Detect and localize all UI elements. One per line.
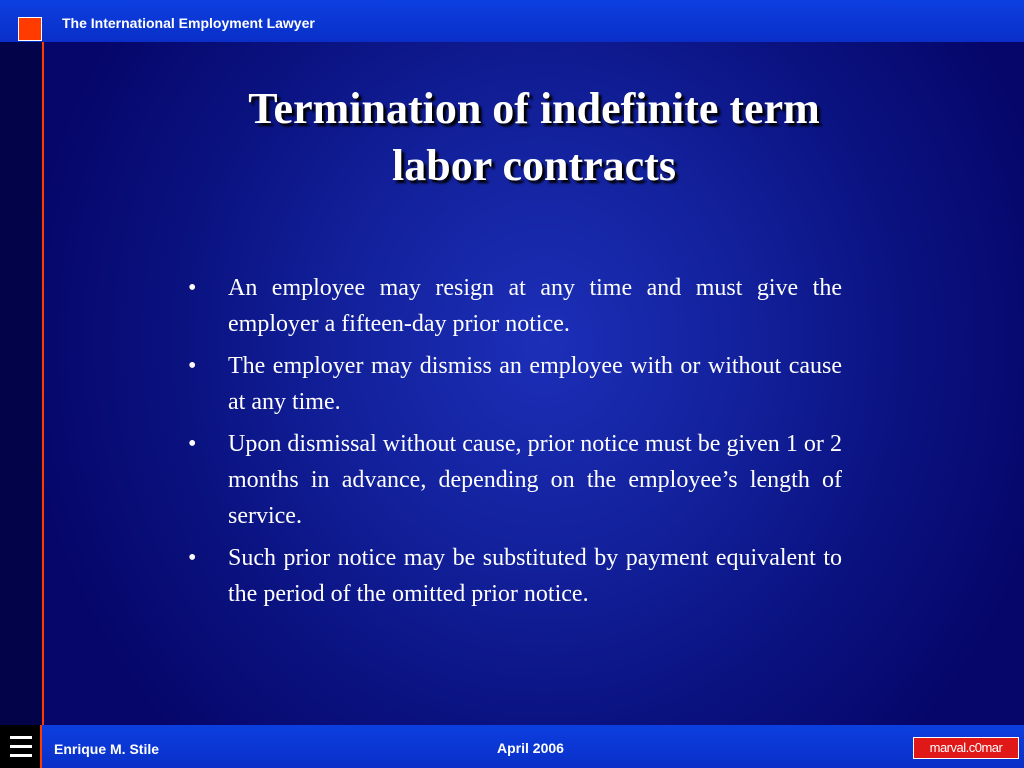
menu-line (10, 736, 32, 739)
bullet-item (184, 540, 842, 612)
bottom-bar (0, 725, 1024, 768)
slide-title-line-1: Termination of indefinite term (248, 84, 820, 133)
bullet-dot-icon: • (188, 431, 197, 457)
orange-square-icon (18, 17, 42, 41)
bullet-text: The employer may dismiss an employee with or without cause at any time. (228, 353, 842, 415)
slide-title (44, 80, 1024, 194)
bullet-dot-icon: • (188, 545, 197, 571)
menu-icon[interactable] (0, 725, 42, 768)
menu-line (10, 754, 32, 757)
bullet-text: Such prior notice may be substituted by payment equivalent to the period of the omitted prior notice. (228, 545, 842, 607)
header-title: The International Employment Lawyer (62, 15, 315, 31)
left-sidebar-strip (0, 42, 44, 725)
firm-logo: marval.c0mar (913, 737, 1019, 759)
bullet-list (184, 270, 842, 618)
bullet-dot-icon: • (188, 353, 197, 379)
menu-line (10, 745, 32, 748)
bullet-item (184, 270, 842, 342)
top-bar (0, 0, 1024, 42)
bullet-text: An employee may resign at any time and must give the employer a fifteen-day prior notice. (228, 275, 842, 337)
bullet-item (184, 348, 842, 420)
bullet-item (184, 426, 842, 534)
slide-title-line-2: labor contracts (392, 141, 676, 190)
footer-date: April 2006 (497, 740, 564, 756)
footer-author: Enrique M. Stile (54, 741, 160, 757)
bullet-dot-icon: • (188, 275, 197, 301)
bullet-text: Upon dismissal without cause, prior notice must be given 1 or 2 months in advance, depending on the employee’s length of service. (228, 431, 842, 529)
slide-content (44, 42, 1024, 725)
